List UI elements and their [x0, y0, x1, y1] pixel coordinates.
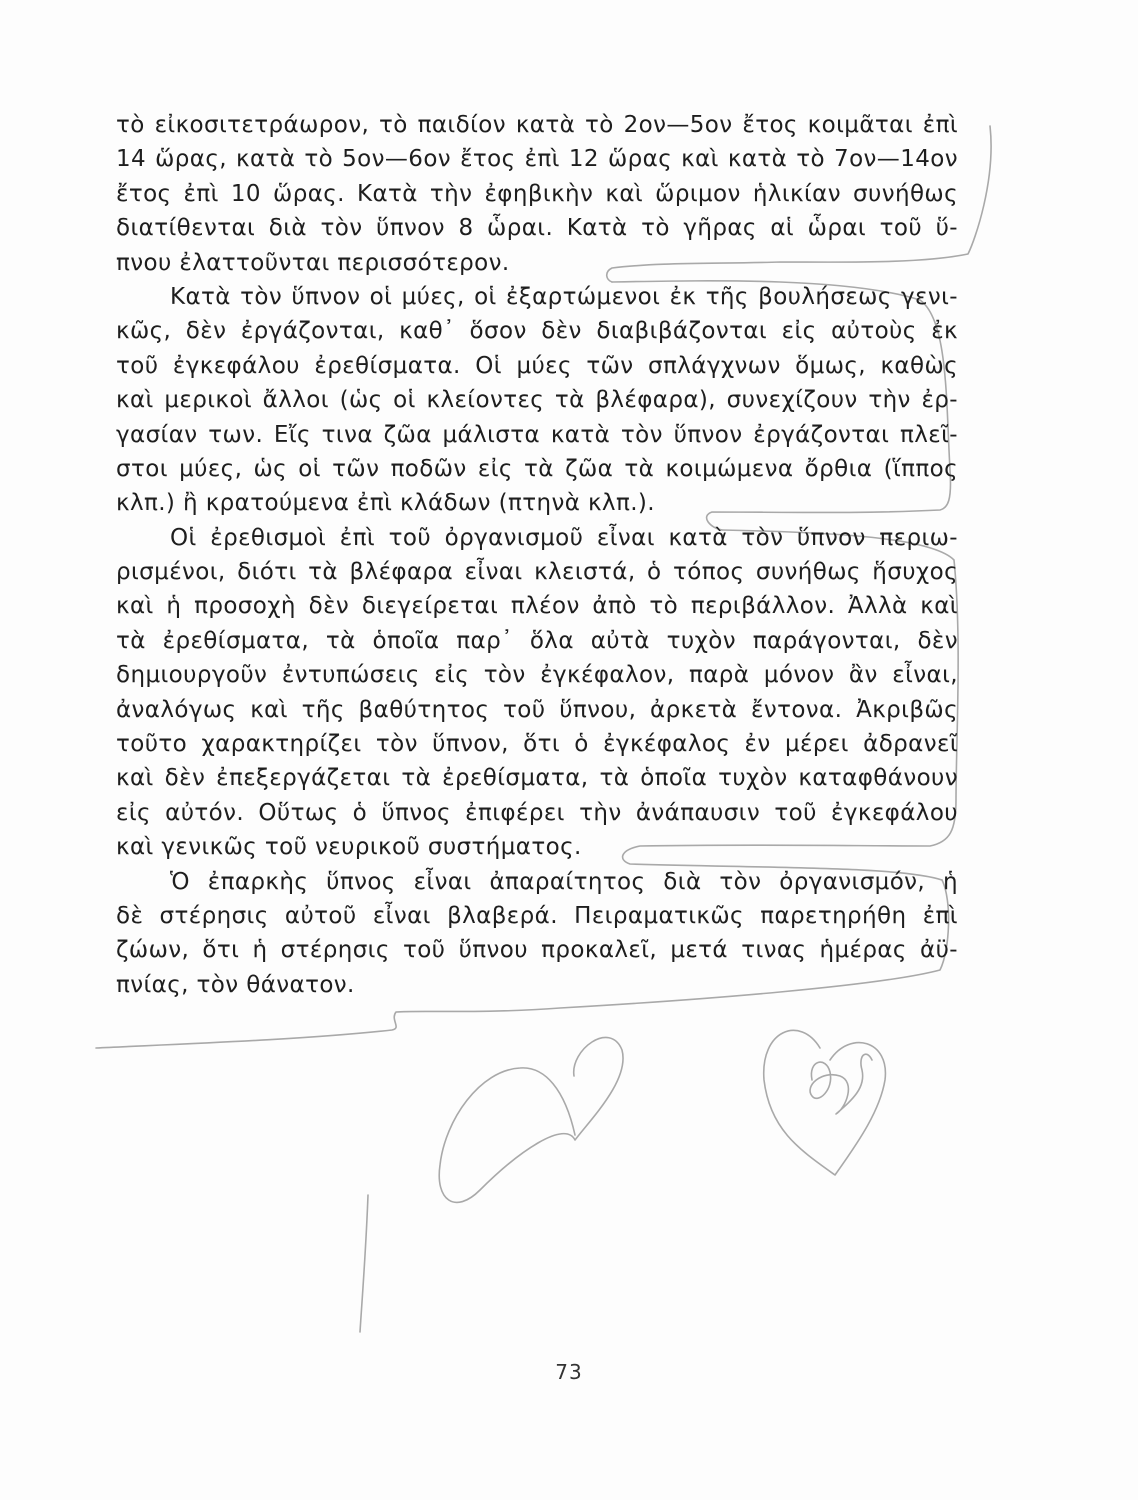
text-line: τὰ ἐρεθίσματα, τὰ ὁποῖα παρ᾽ ὅλα αὐτὰ τυχὸν παράγονται, δὲν [116, 627, 958, 654]
text-line: εἰς αὐτόν. Οὕτως ὁ ὕπνος ἐπιφέρει τὴν ἀνάπαυσιν τοῦ ἐγκεφάλου [116, 799, 958, 826]
text-line: Οἱ ἐρεθισμοὶ ἐπὶ τοῦ ὀργανισμοῦ εἶναι κατὰ τὸν ὕπνον περιω- [170, 524, 958, 551]
text-line: ἔτος ἐπὶ 10 ὥρας. Κατὰ τὴν ἐφηβικὴν καὶ ὥριμον ἡλικίαν συνήθως [116, 180, 958, 207]
text-line: πνίας, τὸν θάνατον. [116, 971, 355, 998]
text-line: τὸ εἰκοσιτετράωρον, τὸ παιδίον κατὰ τὸ 2ον—5ον ἔτος κοιμᾶται ἐπὶ [116, 112, 958, 138]
pencil-vertical-stroke [360, 1195, 368, 1332]
text-line: καὶ γενικῶς τοῦ νευρικοῦ συστήματος. [116, 834, 582, 861]
text-line: διατίθενται διὰ τὸν ὕπνον 8 ὧραι. Κατὰ τὸ γῆρας αἱ ὧραι τοῦ ὕ- [116, 215, 958, 242]
text-line: καὶ μερικοὶ ἄλλοι (ὡς οἱ κλείοντες τὰ βλέφαρα), συνεχίζουν τὴν ἐρ- [116, 387, 958, 414]
body-text [116, 108, 958, 1002]
text-line: κῶς, δὲν ἐργάζονται, καθ᾽ ὅσον δὲν διαβιβάζονται εἰς αὐτοὺς ἐκ [116, 318, 958, 345]
text-line: πνου ἐλαττοῦνται περισσότερον. [116, 249, 510, 276]
pencil-scribble [810, 1054, 872, 1114]
text-line: κλπ.) ἢ κρατούμενα ἐπὶ κλάδων (πτηνὰ κλπ.). [116, 490, 655, 517]
text-line: ἀναλόγως καὶ τῆς βαθύτητος τοῦ ὕπνου, ἀρκετὰ ἔντονα. Ἀκριβῶς [116, 696, 958, 723]
text-line: γασίαν των. Εἴς τινα ζῶα μάλιστα κατὰ τὸν ὕπνον ἐργάζονται πλεῖ- [116, 421, 958, 448]
pencil-heart-right [764, 1030, 886, 1175]
text-line: δημιουργοῦν ἐντυπώσεις εἰς τὸν ἐγκέφαλον, παρὰ μόνον ἂν εἶναι, [116, 662, 958, 689]
paragraph-3 [116, 521, 958, 865]
paragraph-2 [116, 280, 958, 521]
text-line: δὲ στέρησις αὐτοῦ εἶναι βλαβερά. Πειραματικῶς παρετηρήθη ἐπὶ [116, 902, 958, 929]
text-line: Κατὰ τὸν ὕπνον οἱ μύες, οἱ ἐξαρτώμενοι ἐκ τῆς βουλήσεως γενι- [170, 283, 958, 310]
text-line: ρισμένοι, διότι τὰ βλέφαρα εἶναι κλειστά, ὁ τόπος συνήθως ἥσυχος [116, 559, 958, 586]
pencil-heart-left [439, 1037, 623, 1202]
text-line: καὶ δὲν ἐπεξεργάζεται τὰ ἐρεθίσματα, τὰ ὁποῖα τυχὸν καταφθάνουν [116, 765, 958, 792]
text-line: καὶ ἡ προσοχὴ δὲν διεγείρεται πλέον ἀπὸ τὸ περιβάλλον. Ἀλλὰ καὶ [116, 593, 958, 620]
page-number: 73 [555, 1360, 583, 1384]
text-line: Ὁ ἐπαρκὴς ὕπνος εἶναι ἀπαραίτητος διὰ τὸν ὀργανισμόν, ἡ [170, 868, 958, 895]
text-line: τοῦτο χαρακτηρίζει τὸν ὕπνον, ὅτι ὁ ἐγκέφαλος ἐν μέρει ἀδρανεῖ [116, 731, 958, 758]
paragraph-4 [116, 865, 958, 1003]
text-line: 14 ὥρας, κατὰ τὸ 5ον—6ον ἔτος ἐπὶ 12 ὥρας καὶ κατὰ τὸ 7ον—14ον [116, 146, 958, 173]
text-line: ζώων, ὅτι ἡ στέρησις τοῦ ὕπνου προκαλεῖ, μετά τινας ἡμέρας ἀϋ- [116, 937, 958, 964]
text-line: τοῦ ἐγκεφάλου ἐρεθίσματα. Οἱ μύες τῶν σπλάγχνων ὅμως, καθὼς [116, 352, 958, 379]
paragraph-1 [116, 108, 958, 280]
text-line: στοι μύες, ὡς οἱ τῶν ποδῶν εἰς τὰ ζῶα τὰ κοιμώμενα ὄρθια (ἵππος [116, 455, 958, 482]
